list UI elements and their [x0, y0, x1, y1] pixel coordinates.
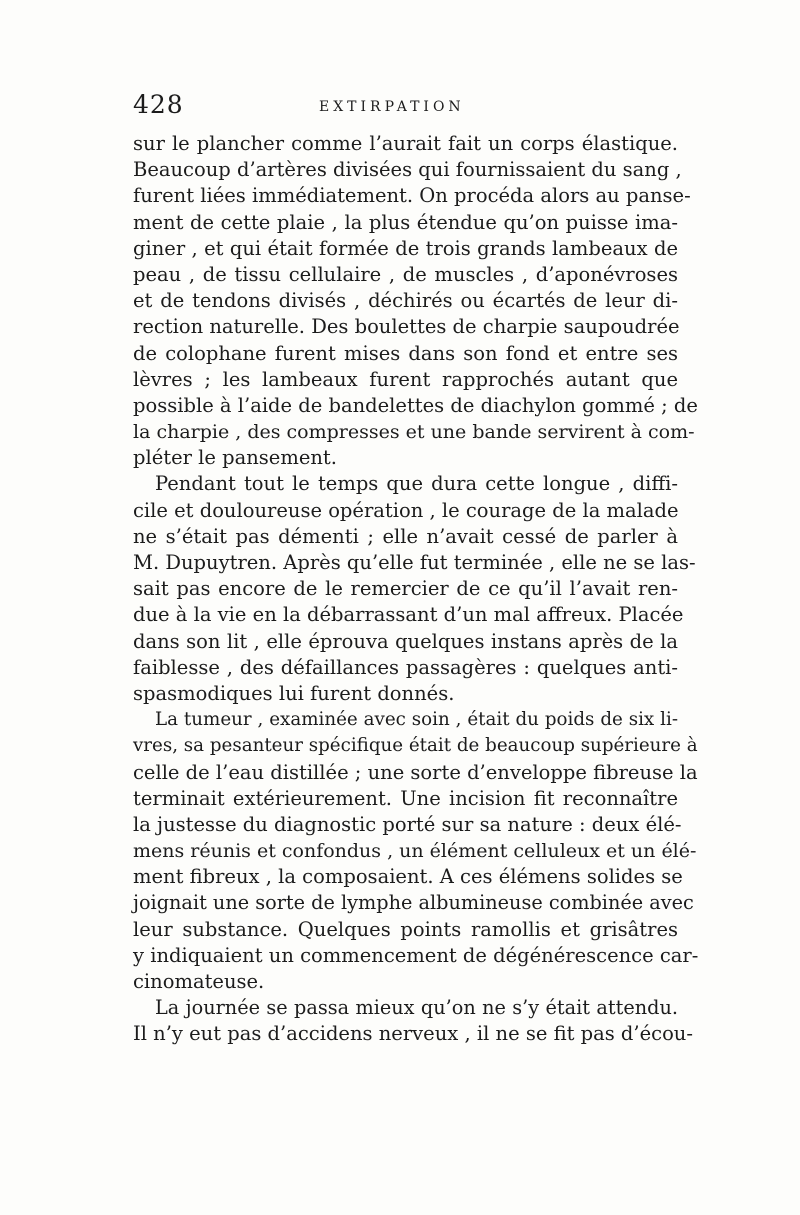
text-line: terminait extérieurement. Une incision fit reconnaître	[133, 786, 678, 810]
paragraph-end-line: spasmodiques lui furent donnés.	[133, 681, 455, 705]
text-line: vres, sa pesanteur spécifique était de beaucoup supérieure à	[133, 735, 698, 757]
text-line: la justesse du diagnostic porté sur sa nature : deux élé-	[133, 812, 682, 836]
text-line: sur le plancher comme l’aurait fait un corps élastique.	[133, 132, 678, 155]
text-line: mens réunis et confondus , un élément celluleux et un élé-	[133, 840, 697, 863]
paragraph-end-line: cinomateuse.	[133, 970, 265, 993]
text-line: de colophane furent mises dans son fond et entre ses	[133, 341, 678, 365]
text-line: faiblesse , des défaillances passagères : quelques anti-	[133, 655, 678, 679]
text-line: Il n’y eut pas d’accidens nerveux , il ne se fit pas d’écou-	[133, 1022, 693, 1046]
text-line: giner , et qui était formée de trois grands lambeaux de	[133, 236, 678, 260]
text-line: M. Dupuytren. Après qu’elle fut terminée , elle ne se las-	[133, 551, 696, 574]
text-line: la charpie , des compresses et une bande servirent à com-	[133, 421, 695, 444]
paragraph-start-line: La journée se passa mieux qu’on ne s’y était attendu.	[155, 996, 678, 1020]
running-head: EXTIRPATION	[319, 99, 465, 115]
text-line: ment de cette plaie , la plus étendue qu’on puisse ima-	[133, 210, 678, 234]
paragraph-end-line: pléter le pansement.	[133, 446, 337, 470]
text-line: dans son lit , elle éprouva quelques instans après de la	[133, 629, 678, 653]
text-line: cile et douloureuse opération , le courage de la malade	[133, 498, 679, 522]
text-line: celle de l’eau distillée ; une sorte d’enveloppe fibreuse la	[133, 760, 698, 784]
paragraph-start-line: Pendant tout le temps que dura cette longue , diffi-	[155, 472, 678, 496]
text-line: ne s’était pas démenti ; elle n’avait cessé de parler à	[133, 524, 678, 548]
text-line: possible à l’aide de bandelettes de diachylon gommé ; de	[133, 393, 698, 417]
text-line: furent liées immédiatement. On procéda alors au panse-	[133, 184, 691, 208]
text-line: lèvres ; les lambeaux furent rapprochés autant que	[133, 367, 678, 391]
text-line: y indiquaient un commencement de dégénérescence car-	[133, 943, 699, 967]
text-line: sait pas encore de le remercier de ce qu’il l’avait ren-	[133, 577, 678, 601]
text-line: due à la vie en la débarrassant d’un mal affreux. Placée	[133, 603, 684, 627]
text-line: peau , de tissu cellulaire , de muscles , d’aponévroses	[133, 262, 678, 286]
text-line: rection naturelle. Des boulettes de charpie saupoudrée	[133, 315, 680, 339]
text-line: et de tendons divisés , déchirés ou écartés de leur di-	[133, 289, 678, 313]
page-header	[133, 90, 678, 124]
body-text	[133, 131, 699, 1048]
page-number: 428	[133, 90, 184, 119]
text-line: leur substance. Quelques points ramollis et grisâtres	[133, 917, 678, 941]
text-line: ment fibreux , la composaient. A ces élémens solides se	[133, 865, 683, 889]
text-line: Beaucoup d’artères divisées qui fournissaient du sang ,	[133, 158, 682, 182]
paragraph-start-line: La tumeur , examinée avec soin , était du poids de six li-	[155, 709, 678, 731]
text-line: joignait une sorte de lymphe albumineuse combinée avec	[133, 891, 694, 915]
